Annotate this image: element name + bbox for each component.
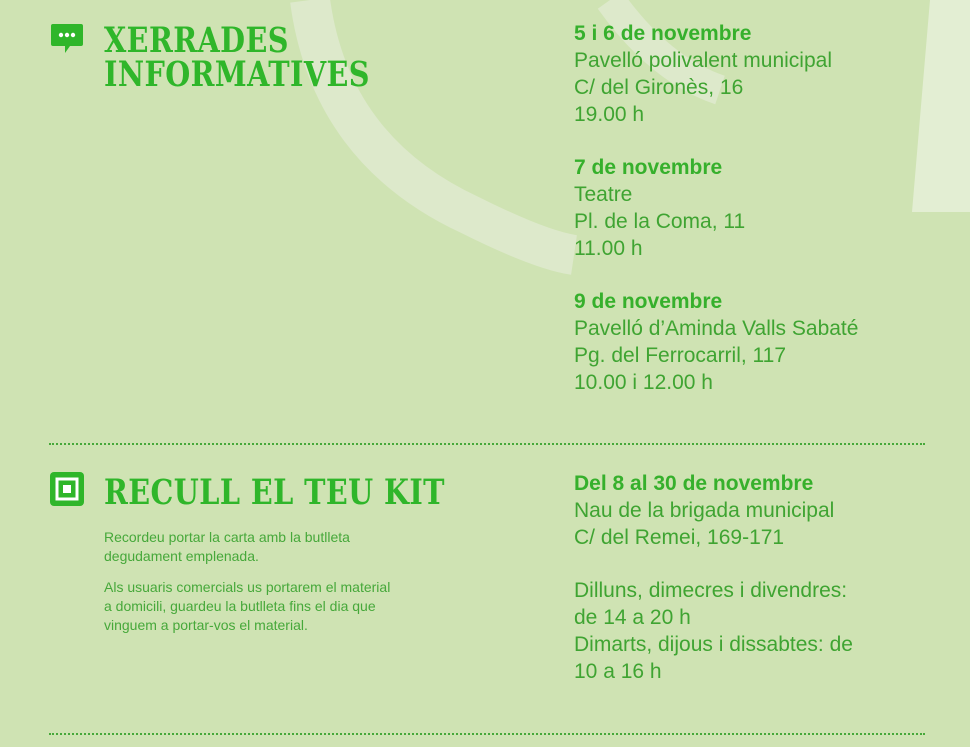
- title-line: XERRADES: [104, 20, 289, 61]
- event-address: C/ del Remei, 169-171: [574, 526, 785, 549]
- event-date: 9 de novembre: [574, 290, 723, 313]
- section-title: [104, 472, 445, 513]
- event-time: 19.00 h: [574, 103, 645, 126]
- note-line: Als usuaris comercials us portarem el material: [104, 579, 391, 595]
- event-list: [574, 20, 954, 422]
- note-paragraph: [104, 528, 464, 566]
- event-place: Teatre: [574, 183, 633, 206]
- event-item: [574, 470, 954, 551]
- event-date: Del 8 al 30 de novembre: [574, 472, 814, 495]
- box-icon: [50, 472, 84, 506]
- kit-notes: [104, 528, 464, 647]
- event-place: Pavelló d’Aminda Valls Sabaté: [574, 317, 859, 340]
- hours-line: Dimarts, dijous i dissabtes: de: [574, 633, 853, 656]
- opening-hours: [574, 577, 954, 685]
- event-list: [574, 470, 954, 711]
- event-date: 7 de novembre: [574, 156, 723, 179]
- hours-line: 10 a 16 h: [574, 660, 662, 683]
- event-address: C/ del Gironès, 16: [574, 76, 744, 99]
- event-item: [574, 20, 954, 128]
- event-place: Nau de la brigada municipal: [574, 499, 835, 522]
- event-time: 10.00 i 12.00 h: [574, 371, 713, 394]
- title-line: INFORMATIVES: [104, 54, 370, 95]
- event-item: [574, 154, 954, 262]
- event-date: 5 i 6 de novembre: [574, 22, 752, 45]
- note-paragraph: [104, 578, 464, 635]
- event-address: Pl. de la Coma, 11: [574, 210, 746, 233]
- event-address: Pg. del Ferrocarril, 117: [574, 344, 787, 367]
- note-line: vinguem a portar-vos el material.: [104, 617, 308, 633]
- note-line: a domicili, guardeu la butlleta fins el dia que: [104, 598, 376, 614]
- title-line: RECULL EL TEU KIT: [104, 472, 445, 513]
- hours-line: Dilluns, dimecres i divendres:: [574, 579, 848, 602]
- section-title: [104, 20, 370, 95]
- event-place: Pavelló polivalent municipal: [574, 49, 832, 72]
- note-line: degudament emplenada.: [104, 548, 259, 564]
- dotted-divider: [49, 733, 925, 735]
- note-line: Recordeu portar la carta amb la butlleta: [104, 529, 350, 545]
- speech-bubble-icon: [50, 22, 84, 56]
- event-item: [574, 288, 954, 396]
- hours-line: de 14 a 20 h: [574, 606, 691, 629]
- event-time: 11.00 h: [574, 237, 643, 260]
- kit-section: [0, 440, 970, 740]
